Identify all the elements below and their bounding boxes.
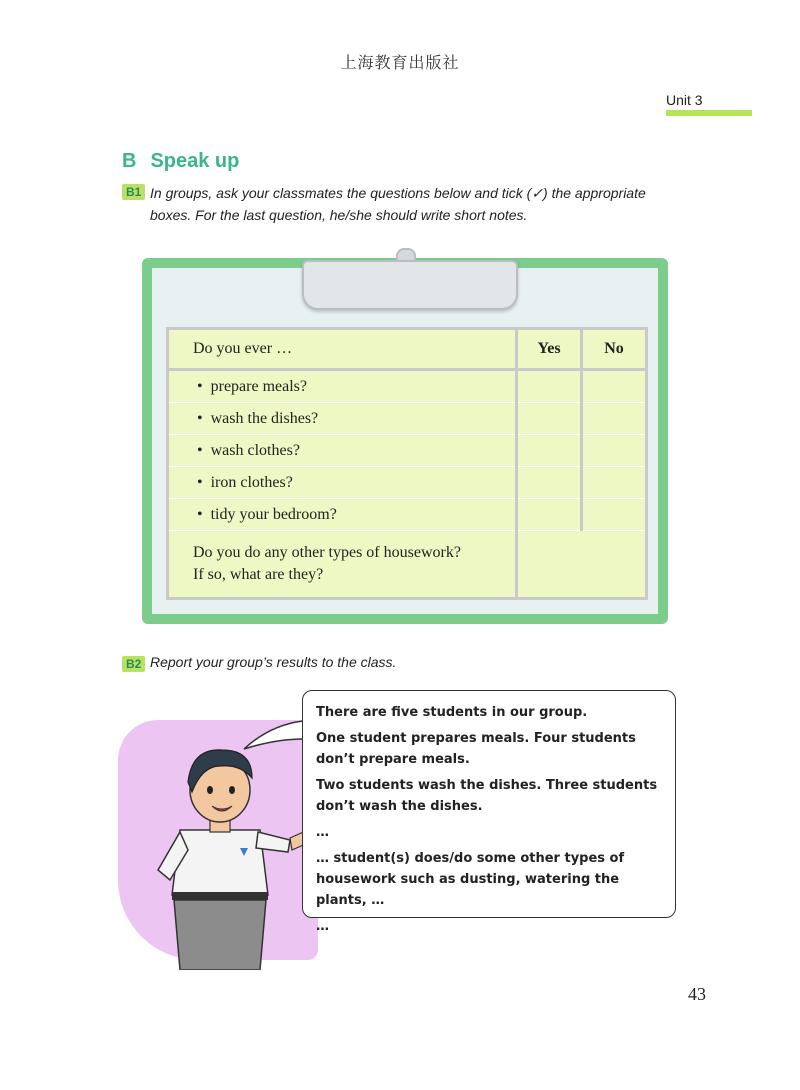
student-figure (158, 750, 310, 970)
yes-tick-box[interactable] (517, 403, 582, 435)
b1-badge: B1 (122, 184, 145, 200)
survey-item-text: wash clothes? (210, 441, 300, 459)
unit-accent-bar (666, 110, 752, 116)
section-title (122, 150, 239, 173)
speech-line: … student(s) does/do some other types of housework such as dusting, watering the plants, … (316, 851, 625, 908)
no-tick-box[interactable] (582, 499, 647, 531)
yes-tick-box[interactable] (517, 499, 582, 531)
no-column-header: No (582, 329, 647, 370)
speech-line: One student prepares meals. Four students don’t prepare meals. (316, 731, 636, 767)
yes-tick-box[interactable] (517, 467, 582, 499)
no-tick-box[interactable] (582, 403, 647, 435)
survey-row (168, 435, 647, 467)
yes-tick-box[interactable] (517, 370, 582, 403)
survey-table (166, 327, 648, 600)
no-tick-box[interactable] (582, 467, 647, 499)
yes-tick-box[interactable] (517, 435, 582, 467)
yes-column-header: Yes (517, 329, 582, 370)
survey-header-row (168, 329, 647, 370)
speech-line: There are five students in our group. (316, 705, 588, 720)
survey-item-text: iron clothes? (210, 473, 293, 491)
survey-row (168, 499, 647, 531)
section-letter: B (122, 150, 137, 172)
survey-open-question-row (168, 531, 647, 599)
b2-instruction: Report your group’s results to the class. (150, 654, 397, 670)
student-illustration (140, 720, 310, 970)
no-tick-box[interactable] (582, 370, 647, 403)
no-tick-box[interactable] (582, 435, 647, 467)
speech-bubble-tail (240, 715, 310, 755)
open-question-line-2: If so, what are they? (193, 566, 324, 583)
bullet: • (197, 505, 203, 523)
survey-row (168, 370, 647, 403)
survey-item-text: prepare meals? (210, 377, 307, 395)
b1-instruction: In groups, ask your classmates the questions below and tick (✓) the appropriate boxes. For the last question, he/she should write short notes. (150, 185, 646, 223)
survey-row (168, 467, 647, 499)
bullet: • (197, 441, 203, 459)
speech-line: … (316, 919, 329, 934)
bullet: • (197, 473, 203, 491)
survey-row (168, 403, 647, 435)
open-question-line-1: Do you do any other types of housework? (193, 544, 461, 561)
speech-line: Two students wash the dishes. Three students don’t wash the dishes. (316, 778, 658, 814)
bullet: • (197, 377, 203, 395)
survey-item-text: tidy your bedroom? (210, 505, 337, 523)
survey-question-header: Do you ever … (168, 329, 517, 370)
speech-bubble-text (316, 702, 666, 942)
bullet: • (197, 409, 203, 427)
publisher-header: 上海教育出版社 (340, 53, 460, 72)
section-title-text: Speak up (150, 150, 240, 172)
b2-badge: B2 (122, 656, 145, 672)
clipboard-clip (302, 260, 518, 310)
notes-box[interactable] (517, 531, 647, 599)
unit-label: Unit 3 (666, 92, 703, 108)
open-question (168, 531, 517, 599)
survey-item-text: wash the dishes? (210, 409, 319, 427)
page-number: 43 (688, 984, 706, 1004)
speech-line: … (316, 825, 329, 840)
